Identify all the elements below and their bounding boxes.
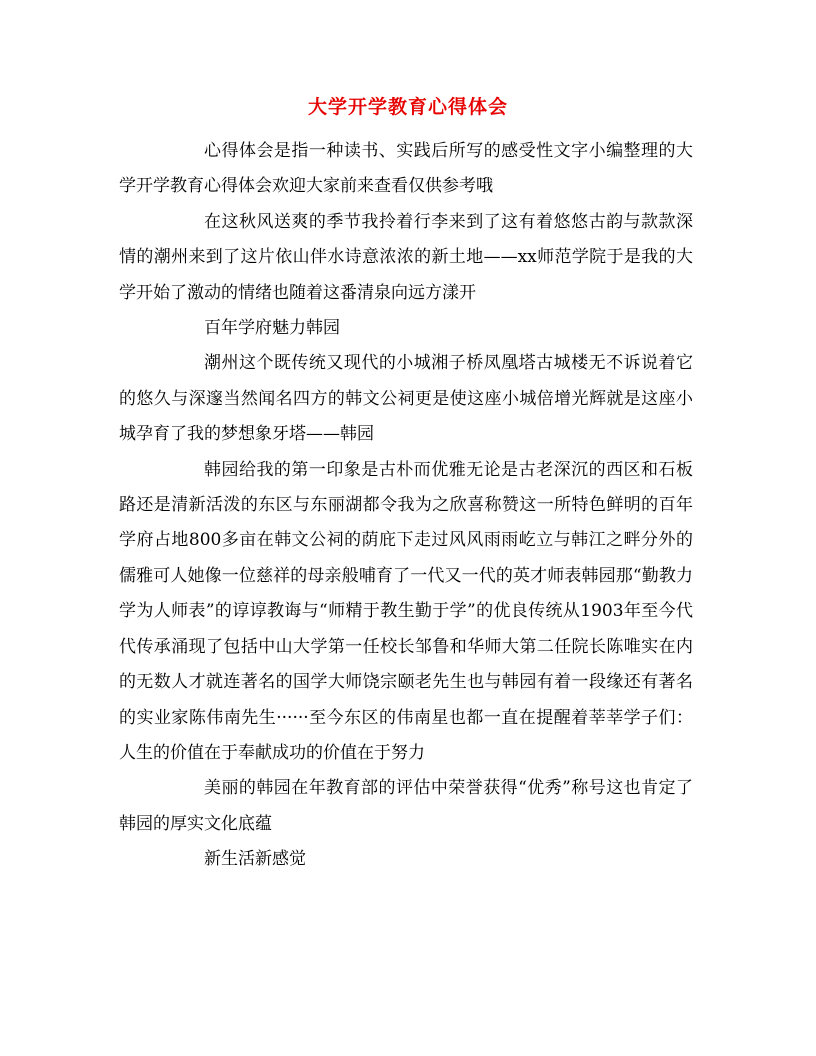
section-heading-new-life: 新生活新感觉 [204, 849, 306, 870]
document-title: 大学开学教育心得体会 [307, 96, 508, 118]
paragraph-first-impression: 韩园给我的第一印象是古朴而优雅无论是古老深沉的西区和石板路还是清新活泼的东区与东丽湖都令我为之欣喜称赞这一所特色鲜明的百年学府占地800多亩在韩文公祠的荫庇下走过风风雨雨屹立与韩江之畔分外的儒雅可人她像一位慈祥的母亲般哺育了一代又一代的英才师表韩园那“勤教力学为人师表”的谆谆教诲与“师精于教生勤于学”的优良传统从1903年至今代代传承涌现了包括中山大学第一任校长邹鲁和华师大第二任院长陈唯实在内的无数人才就连著名的国学大师饶宗颐老先生也与韩园有着一段缘还有著名的实业家陈伟南先生······至今东区的伟南星也都一直在提醒着莘莘学子们：人生的价值在于奉献成功的价值在于努力 [119, 459, 693, 763]
paragraph-arrival: 在这秋风送爽的季节我拎着行李来到了这有着悠悠古韵与款款深情的潮州来到了这片依山伴水诗意浓浓的新土地——xx师范学院于是我的大学开始了激动的情绪也随着这番清泉向远方漾开 [119, 211, 693, 303]
paragraph-intro: 心得体会是指一种读书、实践后所写的感受性文字小编整理的大学开学教育心得体会欢迎大家前来查看仅供参考哦 [119, 141, 693, 197]
paragraph-chaozhou: 潮州这个既传统又现代的小城湘子桥凤凰塔古城楼无不诉说着它的悠久与深邃当然闻名四方的韩文公祠更是使这座小城倍增光辉就是这座小城孕育了我的梦想象牙塔——韩园 [119, 353, 693, 445]
paragraph-evaluation: 美丽的韩园在年教育部的评估中荣誉获得“优秀”称号这也肯定了韩园的厚实文化底蕴 [119, 778, 693, 834]
section-heading-century-campus: 百年学府魅力韩园 [204, 318, 340, 339]
document-body [119, 134, 693, 878]
